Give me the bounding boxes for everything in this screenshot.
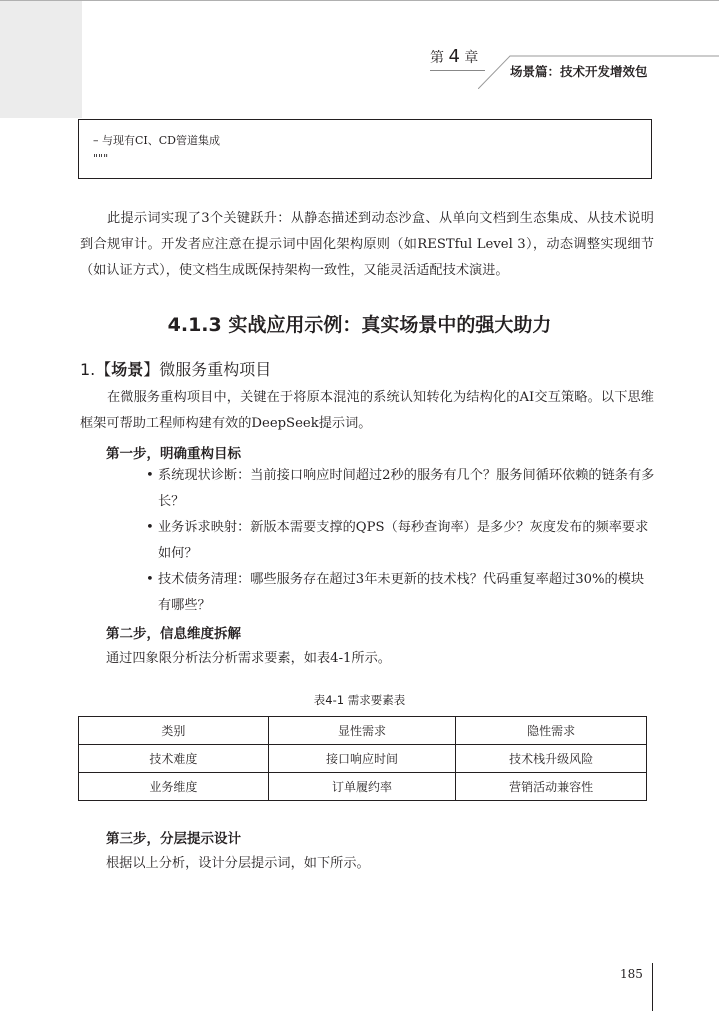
table-header-cell: 类别 (79, 717, 269, 745)
chapter-label: 第 4 章 (430, 46, 479, 67)
code-line: – 与现有CI、CD管道集成 (93, 134, 220, 147)
step-heading: 第二步，信息维度拆解 (106, 626, 241, 642)
running-header-section: 场景篇：技术开发增效包 (510, 64, 648, 79)
section-heading: 4.1.3 实战应用示例：真实场景中的强大助力 (167, 314, 552, 336)
table-cell: 订单履约率 (268, 773, 456, 801)
chapter-underline (430, 70, 485, 71)
table-cell: 营销活动兼容性 (456, 773, 647, 801)
step-description: 根据以上分析，设计分层提示词，如下所示。 (106, 856, 370, 871)
scenario-keyword: 场景 (111, 360, 144, 379)
bullet-item: • 技术债务清理：哪些服务存在超过3年未更新的技术栈？代码重复率超过30%的模块有哪些？ (146, 567, 656, 619)
step-description: 通过四象限分析法分析需求要素，如表4-1所示。 (106, 651, 391, 666)
bullet-item: • 系统现状诊断：当前接口响应时间超过2秒的服务有几个？服务间循环依赖的链条有多长？ (146, 463, 656, 515)
table-header-cell: 隐性需求 (456, 717, 647, 745)
step-heading: 第三步，分层提示设计 (106, 831, 241, 847)
table-cell: 接口响应时间 (268, 745, 456, 773)
page-number: 185 (620, 967, 643, 981)
goal-bullet-list (146, 463, 656, 619)
table-row (79, 773, 647, 801)
table-cell: 技术难度 (79, 745, 269, 773)
intro-paragraph: 此提示词实现了3个关键跃升：从静态描述到动态沙盒、从单向文档到生态集成、从技术说明到合规审计。开发者应注意在提示词中固化架构原则（如RESTful Level 3），动态调整实现细节（如认证方式），使文档生成既保持架构一致性，又能灵活适配技术演进。 (80, 211, 654, 278)
table-caption: 表4-1 需求要素表 (313, 693, 406, 707)
step-heading: 第一步，明确重构目标 (106, 446, 241, 462)
page-number-rule (652, 963, 653, 1011)
scenario-subheading: 1.【场景】微服务重构项目 (80, 360, 272, 379)
table-row (79, 745, 647, 773)
requirements-table (78, 716, 647, 801)
code-snippet-box (78, 119, 652, 179)
code-line: """ (93, 152, 109, 165)
table-cell: 技术栈升级风险 (456, 745, 647, 773)
bullet-item: • 业务诉求映射：新版本需要支撑的QPS（每秒查询率）是多少？灰度发布的频率要求如何？ (146, 515, 656, 567)
body-paragraph: 在微服务重构项目中，关键在于将原本混沌的系统认知转化为结构化的AI交互策略。以下思维框架可帮助工程师构建有效的DeepSeek提示词。 (80, 390, 654, 431)
top-corner-shade (0, 0, 82, 118)
table-header-row (79, 717, 647, 745)
chapter-number: 4 (448, 46, 460, 67)
top-border (0, 0, 719, 1)
table-cell: 业务维度 (79, 773, 269, 801)
table-header-cell: 显性需求 (268, 717, 456, 745)
